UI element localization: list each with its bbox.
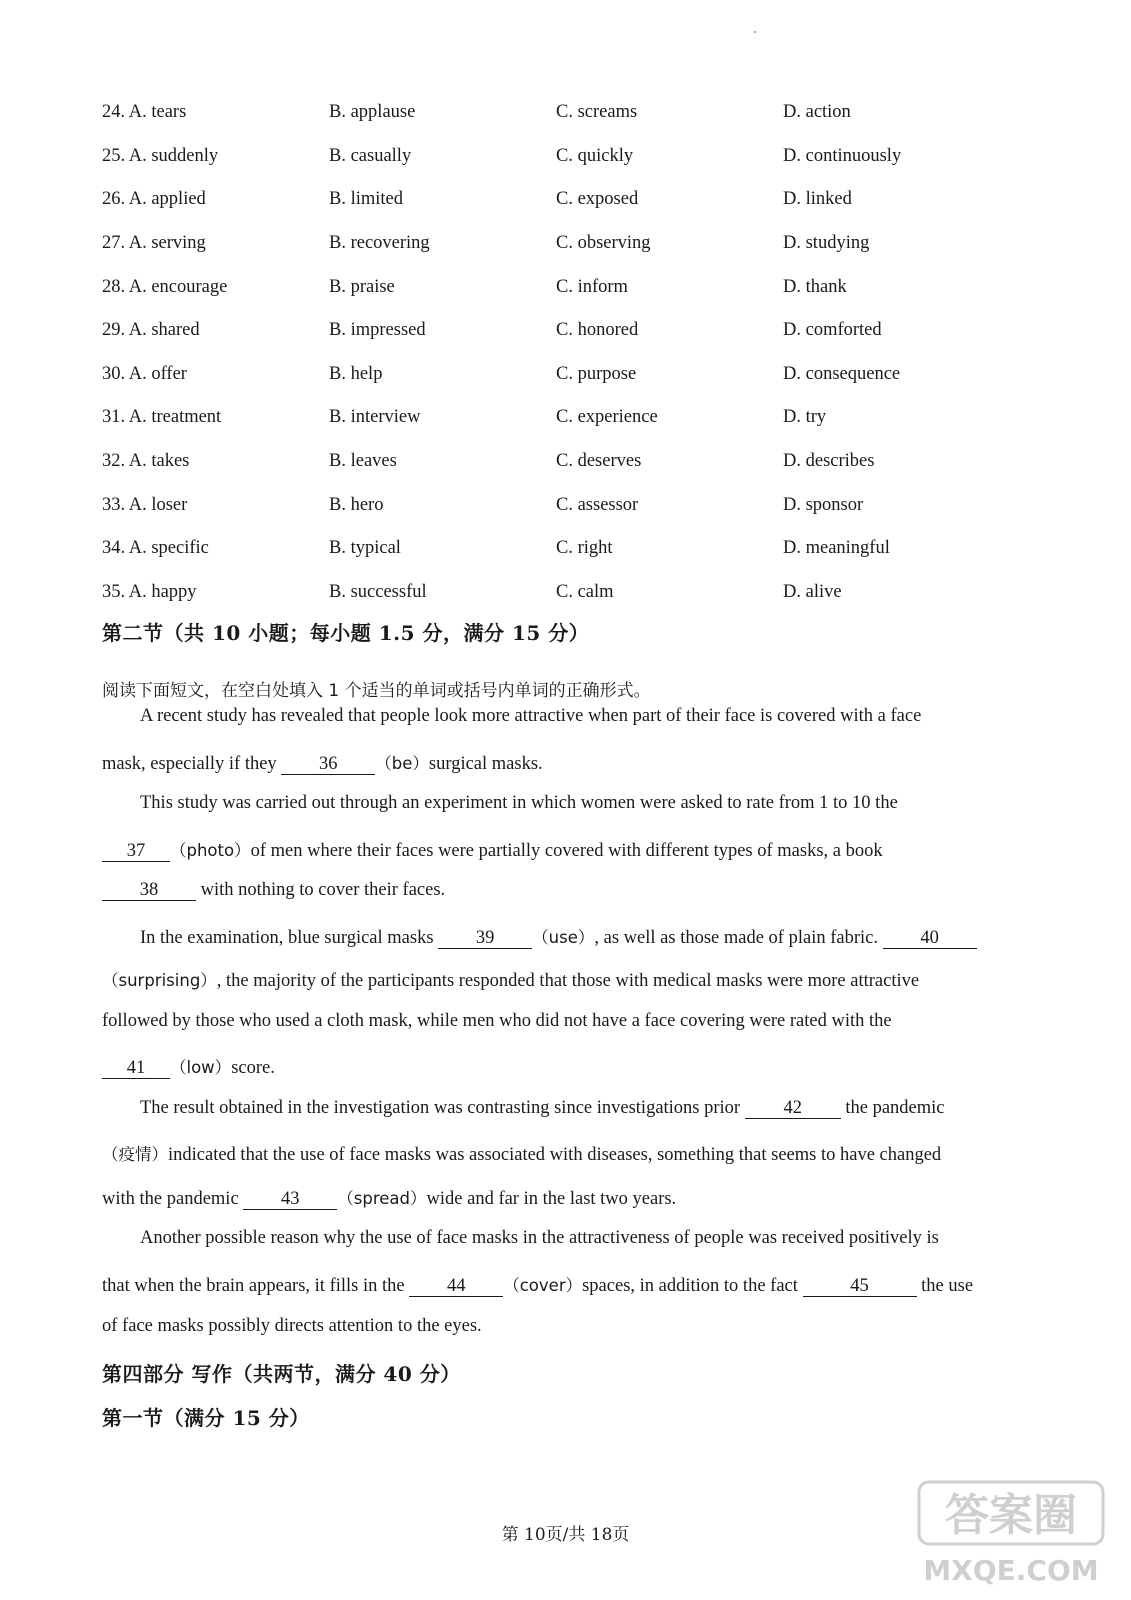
option-b: B. limited [329,189,403,210]
option-c: C. observing [556,233,651,254]
option-b: B. successful [329,581,427,602]
passage-line: of face masks possibly directs attention to the eyes. [102,1316,482,1336]
option-d: D. consequence [783,363,901,384]
blank-36[interactable]: 36 [281,754,375,775]
option-d: D. comforted [783,320,882,341]
svg-text:答案圈: 答案圈 [945,1490,1077,1541]
passage-line: 38 with nothing to cover their faces. [102,880,445,901]
part4-heading: 第四部分 写作（共两节，满分 40 分） [102,1362,461,1386]
option-a: 32. A. takes [102,451,190,472]
option-c: C. honored [556,320,639,341]
passage-line: （surprising）, the majority of the participants responded that those with medical masks were more attractive [102,971,920,991]
passage-line: with the pandemic 43 （spread）wide and far in the last two years. [102,1189,677,1209]
hint-36: （be） [375,754,429,773]
option-row-33 [102,483,1042,527]
option-a: 30. A. offer [102,363,187,384]
option-c: C. quickly [556,145,634,166]
hint-43: （spread） [337,1189,427,1208]
option-d: D. linked [783,189,852,210]
option-row-27 [102,222,1042,266]
blank-42[interactable]: 42 [745,1098,841,1119]
option-d: D. alive [783,581,842,602]
option-a: 31. A. treatment [102,407,222,428]
option-c: C. deserves [556,451,642,472]
watermark-logo [911,1480,1111,1590]
option-b: B. hero [329,494,384,515]
section-heading: 第二节（共 10 小题；每小题 1.5 分，满分 15 分） [102,621,590,645]
passage-line: The result obtained in the investigation was contrasting since investigations prior 42 the pandemic [140,1098,945,1118]
blank-44[interactable]: 44 [409,1276,503,1297]
option-a: 27. A. serving [102,233,206,254]
hint-pandemic: （疫情） [102,1145,168,1164]
option-c: C. calm [556,581,614,602]
option-d: D. try [783,407,827,428]
option-c: C. assessor [556,494,639,515]
passage-line: （疫情）indicated that the use of face masks was associated with diseases, something that seems to have changed [102,1145,942,1165]
hint-37: （photo） [170,841,251,860]
passage-line: that when the brain appears, it fills in the 44 （cover）spaces, in addition to the fact 45 the use [102,1276,974,1296]
passage-line: In the examination, blue surgical masks 39 （use）, as well as those made of plain fabric. 40 [140,924,977,949]
blank-38[interactable]: 38 [102,880,196,901]
option-row-28 [102,265,1042,309]
option-d: D. studying [783,233,870,254]
option-row-35 [102,571,1042,615]
option-d: D. sponsor [783,494,864,515]
option-a: 25. A. suddenly [102,145,219,166]
passage-line: 37 （photo）of men where their faces were partially covered with different types of masks, a book [102,837,883,862]
blank-40[interactable]: 40 [883,928,977,949]
page-number: 第 10页/共 18页 [501,1525,630,1545]
option-row-29 [102,309,1042,353]
option-d: D. describes [783,451,875,472]
option-b: B. interview [329,407,421,428]
option-c: C. inform [556,276,628,297]
option-a: 28. A. encourage [102,276,228,297]
option-b: B. casually [329,145,412,166]
option-d: D. continuously [783,145,902,166]
option-a: 34. A. specific [102,538,209,559]
option-row-31 [102,396,1042,440]
option-a: 26. A. applied [102,189,206,210]
hint-39: （use） [532,928,595,947]
option-row-30 [102,353,1042,397]
passage-line: mask, especially if they 36 （be）surgical masks. [102,754,543,774]
option-b: B. leaves [329,451,397,472]
option-d: D. meaningful [783,538,890,559]
option-row-32 [102,440,1042,484]
blank-37[interactable]: 37 [102,841,170,862]
option-a: 33. A. loser [102,494,188,515]
option-c: C. exposed [556,189,639,210]
blank-39[interactable]: 39 [438,928,532,949]
passage-line: Another possible reason why the use of face masks in the attractiveness of people was received positively is [140,1228,939,1248]
option-d: D. thank [783,276,847,297]
passage-line: This study was carried out through an experiment in which women were asked to rate from 1 to 10 the [140,793,898,813]
passage-line: 41 （low）score. [102,1054,275,1079]
option-b: B. impressed [329,320,426,341]
option-b: B. applause [329,102,416,123]
section-instruction: 阅读下面短文，在空白处填入 1 个适当的单词或括号内单词的正确形式。 [102,681,651,701]
hint-44: （cover） [503,1276,583,1295]
blank-43[interactable]: 43 [243,1189,337,1210]
svg-text:MXQE.COM: MXQE.COM [923,1554,1099,1587]
option-c: C. purpose [556,363,637,384]
option-c: C. screams [556,102,638,123]
option-c: C. right [556,538,613,559]
option-row-34 [102,527,1042,571]
passage-line: A recent study has revealed that people look more attractive when part of their face is covered with a face [140,706,922,726]
option-b: B. recovering [329,233,430,254]
option-c: C. experience [556,407,658,428]
option-row-26 [102,178,1042,222]
option-b: B. typical [329,538,401,559]
hint-41: （low） [170,1058,232,1077]
option-row-24 [102,91,1042,135]
blank-45[interactable]: 45 [803,1276,917,1297]
option-a: 35. A. happy [102,581,197,602]
scan-speck [754,31,756,33]
options-table [102,91,1042,614]
part4-subheading: 第一节（满分 15 分） [102,1406,310,1430]
hint-40: （surprising） [102,971,217,990]
option-d: D. action [783,102,851,123]
option-a: 24. A. tears [102,102,187,123]
option-a: 29. A. shared [102,320,200,341]
option-row-25 [102,135,1042,179]
option-b: B. praise [329,276,395,297]
blank-41[interactable]: 41 [102,1058,170,1079]
option-b: B. help [329,363,383,384]
passage-line: followed by those who used a cloth mask, while men who did not have a face covering were rated with the [102,1011,892,1031]
